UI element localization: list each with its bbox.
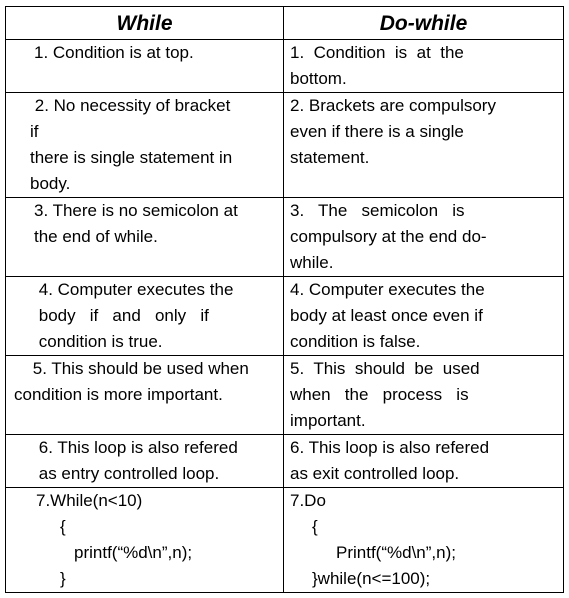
cell-line: body if and only if <box>34 306 209 325</box>
table-row <box>6 93 564 198</box>
cell-line: 5. This should be used <box>290 359 480 378</box>
cell-line: condition is false. <box>290 332 421 351</box>
table-row <box>6 277 564 356</box>
table-row <box>6 40 564 93</box>
while-cell <box>6 356 284 435</box>
do-while-cell <box>284 198 564 277</box>
cell-line: even if there is a single <box>290 122 464 141</box>
cell-line: 4. Computer executes the <box>34 280 234 299</box>
cell-line: if <box>30 122 39 141</box>
table-row <box>6 198 564 277</box>
cell-line: 4. Computer executes the <box>290 280 485 299</box>
code-line: 7.While(n<10) <box>36 491 143 510</box>
cell-line: there is single statement in <box>30 148 233 167</box>
cell-line: 5. This should be used when <box>28 359 249 378</box>
cell-line: 1. Condition is at the <box>290 43 464 62</box>
cell-line: as exit controlled loop. <box>290 464 460 483</box>
cell-line: body. <box>30 174 71 193</box>
while-cell <box>6 277 284 356</box>
while-code-cell <box>6 488 284 593</box>
cell-line: 6. This loop is also refered <box>290 438 490 457</box>
code-line: Printf(“%d\n”,n); <box>336 543 456 562</box>
cell-line: bottom. <box>290 69 347 88</box>
cell-line: 2. No necessity of bracket <box>30 96 231 115</box>
cell-line: condition is true. <box>34 332 163 351</box>
cell-line: body at least once even if <box>290 306 483 325</box>
code-line: } <box>60 569 66 588</box>
do-while-cell <box>284 40 564 93</box>
code-line: { <box>60 517 66 536</box>
code-line: printf(“%d\n”,n); <box>74 543 193 562</box>
table-row <box>6 356 564 435</box>
table-row <box>6 488 564 593</box>
cell-line: condition is more important. <box>14 385 223 404</box>
do-while-cell <box>284 356 564 435</box>
code-line: 7.Do <box>290 491 326 510</box>
header-while: While <box>6 7 284 40</box>
cell-line: the end of while. <box>34 227 158 246</box>
while-cell <box>6 198 284 277</box>
header-do-while: Do-while <box>284 7 564 40</box>
cell-line: statement. <box>290 148 370 167</box>
cell-line: as entry controlled loop. <box>34 464 220 483</box>
cell-line: while. <box>290 253 334 272</box>
cell-line: 1. Condition is at top. <box>34 43 194 62</box>
while-cell <box>6 435 284 488</box>
cell-line: 2. Brackets are compulsory <box>290 96 496 115</box>
cell-line: 3. The semicolon is <box>290 201 465 220</box>
cell-line: when the process is <box>290 385 469 404</box>
cell-line: compulsory at the end do- <box>290 227 487 246</box>
code-line: { <box>312 517 318 536</box>
cell-line: 3. There is no semicolon at <box>34 201 238 220</box>
do-while-cell <box>284 277 564 356</box>
cell-line: 6. This loop is also refered <box>34 438 238 457</box>
while-cell <box>6 93 284 198</box>
header-row <box>6 7 564 40</box>
do-while-code-cell <box>284 488 564 593</box>
table-row <box>6 435 564 488</box>
code-line: }while(n<=100); <box>312 569 431 588</box>
cell-line: important. <box>290 411 366 430</box>
while-cell <box>6 40 284 93</box>
comparison-table <box>5 6 564 593</box>
do-while-cell <box>284 93 564 198</box>
do-while-cell <box>284 435 564 488</box>
